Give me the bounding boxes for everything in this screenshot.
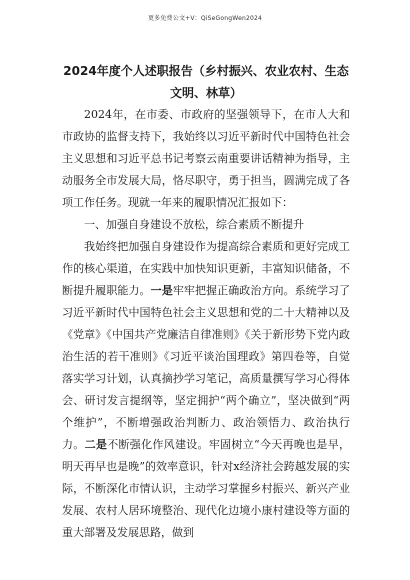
section-heading-1: 一、加强自身建设不放松，综合素质不断提升 xyxy=(84,218,304,231)
section-1-text-a: 我始终把加强自身建设作为提高综合素质和更好完成工作的核心渠道，在实践中加快知识更新，丰富知识储备，不断提升履职能力。 xyxy=(62,240,350,297)
point-label-1: 一是 xyxy=(150,284,173,297)
point-label-2: 二是 xyxy=(84,438,108,451)
section-1-paragraph xyxy=(62,236,350,544)
document-title: 2024年度个人述职报告（乡村振兴、农业农村、生态文明、林草） xyxy=(63,64,349,100)
document-body xyxy=(62,60,350,544)
section-1-text-c: 不断强化作风建设。牢固树立“今天再晚也是早，明天再早也是晚”的效率意识，针对x经济社会跨越发展的实际，不断深化市情认识，主动学习掌握乡村振兴、新兴产业发展、农村人居环境整治、现代化边境小康村建设等方面的重大部署及发展思路，做到 xyxy=(62,438,351,539)
intro-paragraph: 2024年，在市委、市政府的坚强领导下，在市人大和市政协的监督支持下，我始终以习近平新时代中国特色社会主义思想和习近平总书记考察云南重要讲话精神为指导，主动服务全市发展大局，恪尽职守，勇于担当，圆满完成了各项工作任务。现就一年来的履职情况汇报如下： xyxy=(62,108,350,209)
section-1-text-b: 牢牢把握正确政治方向。系统学习了习近平新时代中国特色社会主义思想和党的二十大精神以及《党章》《中国共产党廉洁自律准则》《关于新形势下党内政治生活的若干准则》《习近平谈治国理政》第四卷等，自觉落实学习计划，认真摘抄学习笔记，高质量撰写学习心得体会、研讨发言提纲等，坚定拥护“两个确立”，坚决做到“两个维护”，不断增强政治判断力、政治领悟力、政治执行力。 xyxy=(62,284,351,451)
header-note: 更多免费公文+V：QiSeGongWen2024 xyxy=(147,15,263,22)
